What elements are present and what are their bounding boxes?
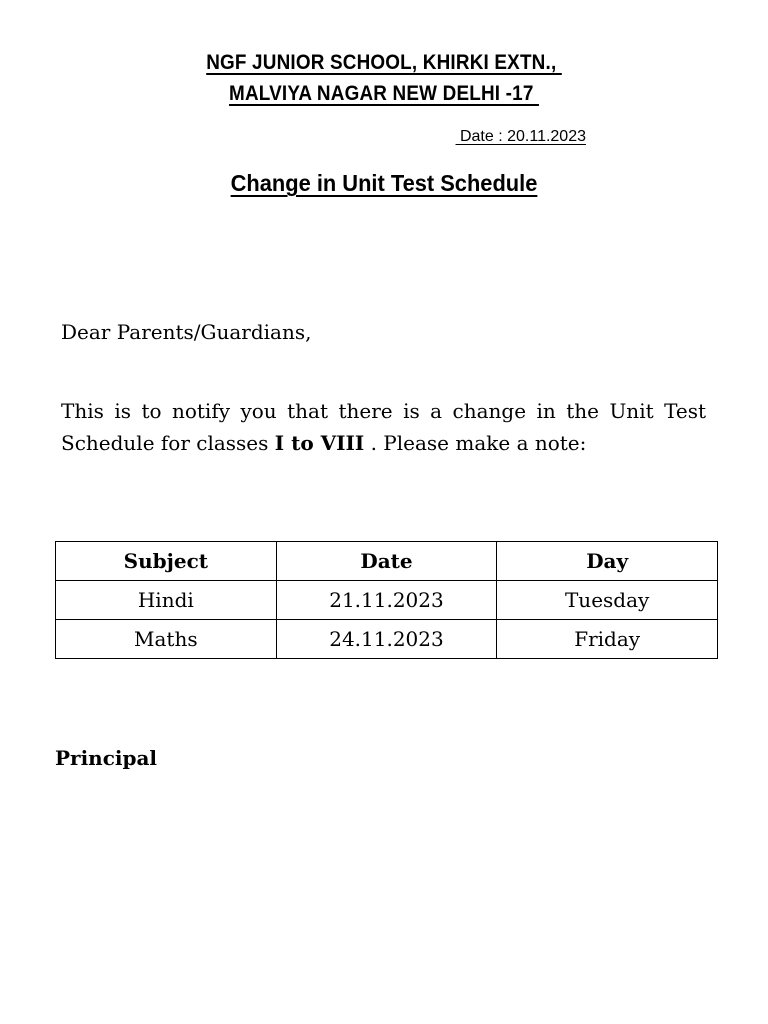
classes-range: I to VIII	[274, 431, 365, 455]
day-cell: Friday	[497, 620, 718, 659]
subject-cell: Maths	[56, 620, 277, 659]
school-name-line: NGF JUNIOR SCHOOL, KHIRKI EXTN.,	[206, 51, 562, 74]
greeting: Dear Parents/Guardians,	[61, 320, 312, 344]
notice-title: Change in Unit Test Schedule	[230, 170, 538, 196]
schedule-table	[55, 541, 718, 659]
column-header-day: Day	[497, 542, 718, 581]
date-cell: 21.11.2023	[276, 581, 497, 620]
table-header-row	[56, 542, 718, 581]
notice-date: Date : 20.11.2023	[455, 128, 586, 145]
day-cell: Tuesday	[497, 581, 718, 620]
table-row	[56, 620, 718, 659]
school-address-line: MALVIYA NAGAR NEW DELHI -17	[229, 82, 539, 105]
notice-body	[61, 395, 706, 459]
notice-body-start: This is to notify you that there is a change in the Unit Test Schedule for classes	[61, 399, 706, 455]
table-row	[56, 581, 718, 620]
column-header-date: Date	[276, 542, 497, 581]
signature-principal: Principal	[55, 746, 158, 770]
date-cell: 24.11.2023	[276, 620, 497, 659]
notice-body-end: . Please make a note:	[364, 431, 587, 455]
subject-cell: Hindi	[56, 581, 277, 620]
column-header-subject: Subject	[56, 542, 277, 581]
